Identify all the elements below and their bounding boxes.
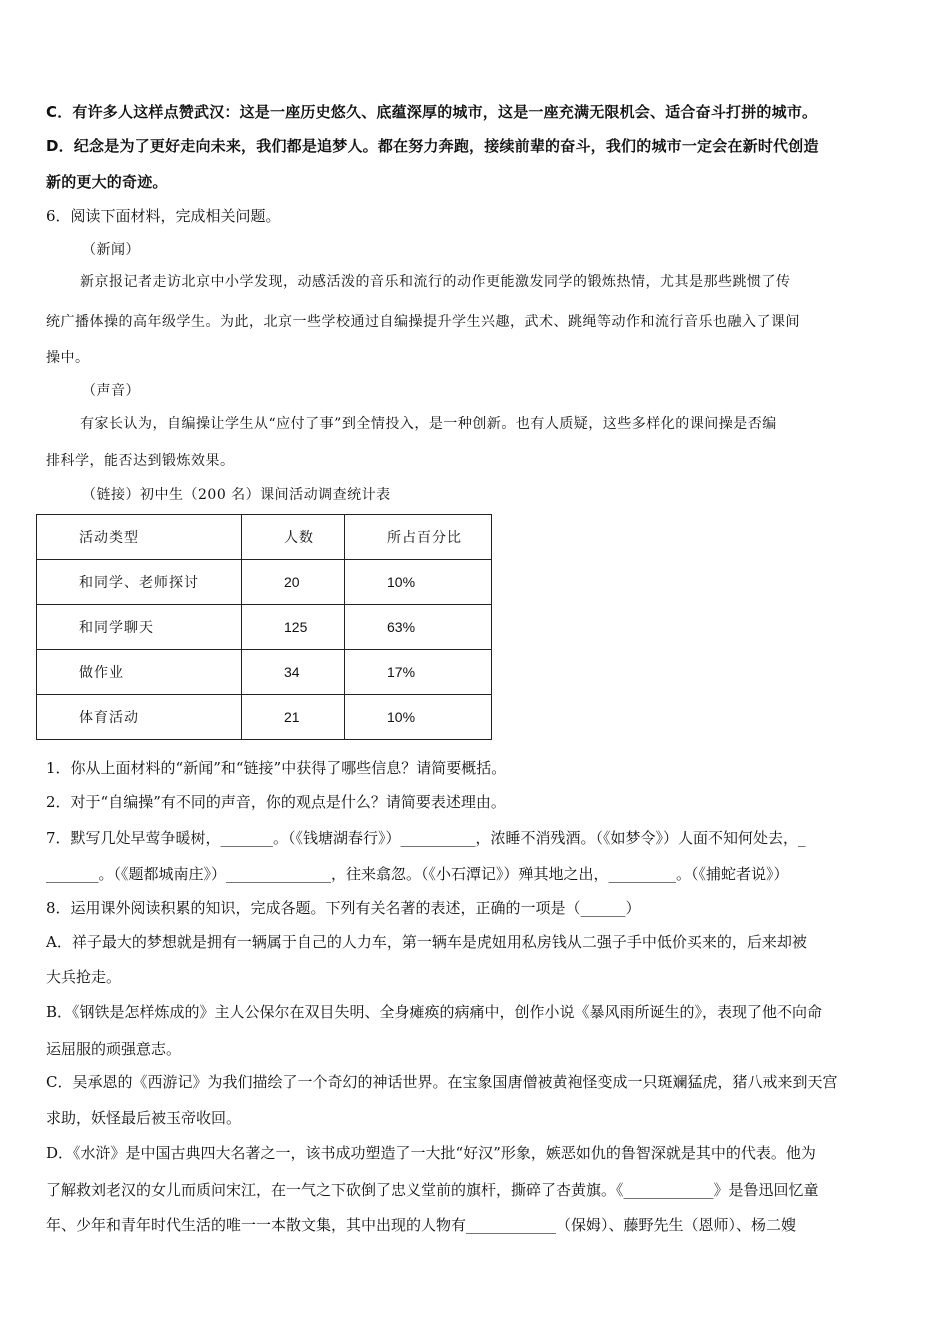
table-row [37, 650, 492, 695]
q8-option-d-line1: D．《水浒》是中国古典四大名著之一，该书成功塑造了一大批“好汉”形象，嫉恶如仇的鲁智深就是其中的代表。他为 [46, 1144, 816, 1162]
q5-option-d-line2: 新的更大的奇迹。 [46, 173, 168, 191]
table-row [37, 695, 492, 740]
q8-option-c-line2: 求助，妖怪最后被玉帝收回。 [46, 1109, 242, 1127]
table-header-row [37, 515, 492, 560]
table-row [37, 560, 492, 605]
survey-table [36, 514, 492, 740]
q8-option-d-line3: 年、少年和青年时代生活的唯一一本散文集，其中出现的人物有____________（保姆）、藤野先生（恩师）、杨二嫂 [46, 1216, 797, 1234]
q8-option-b-line2: 运屈服的顽强意志。 [46, 1040, 182, 1058]
table-cell: 20 [242, 560, 345, 605]
news-paragraph-line1: 新京报记者走访北京中小学发现，动感活泼的音乐和流行的动作更能激发同学的锻炼热情，尤其是那些跳惯了传 [80, 274, 791, 290]
q7-line2: _______。（《题都城南庄》）______________，往来翕忽。（《小石潭记》）殚其地之出，_________。（《捕蛇者说》） [46, 865, 789, 883]
q6-sub2: 2．对于“自编操”有不同的声音，你的观点是什么？请简要表述理由。 [46, 793, 506, 811]
table-cell: 体育活动 [37, 695, 242, 740]
q5-option-d-line1: D．纪念是为了更好走向未来，我们都是追梦人。都在努力奔跑，接续前辈的奋斗，我们的城市一定会在新时代创造 [46, 137, 819, 155]
q8-option-c-line1: C．吴承恩的《西游记》为我们描绘了一个奇幻的神话世界。在宝象国唐僧被黄袍怪变成一只斑斓猛虎，猪八戒来到天宫 [46, 1073, 838, 1091]
table-cell: 和同学、老师探讨 [37, 560, 242, 605]
q6-sub1: 1．你从上面材料的“新闻”和“链接”中获得了哪些信息？请简要概括。 [46, 759, 507, 777]
table-row [37, 605, 492, 650]
q8-option-a-line2: 大兵抢走。 [46, 968, 122, 986]
news-paragraph-line2: 统广播体操的高年级学生。为此，北京一些学校通过自编操提升学生兴趣，武术、跳绳等动作和流行音乐也融入了课间 [46, 314, 800, 330]
news-label: （新闻） [82, 242, 140, 258]
table-cell: 和同学聊天 [37, 605, 242, 650]
voice-label: （声音） [82, 383, 140, 399]
table-cell: 10% [345, 560, 492, 605]
q8-option-a-line1: A．祥子最大的梦想就是拥有一辆属于自己的人力车，第一辆车是虎妞用私房钱从二强子手中低价买来的，后来却被 [46, 933, 807, 951]
table-header-cell: 所占百分比 [345, 515, 492, 560]
table-cell: 125 [242, 605, 345, 650]
q7-line1: 7．默写几处早莺争暖树，_______。（《钱塘湖春行》）__________，浓睡不消残酒。（《如梦令》）人面不知何处去，_ [46, 829, 806, 847]
q8-stem: 8．运用课外阅读积累的知识，完成各题。下列有关名著的表述，正确的一项是（______） [46, 899, 641, 917]
table-cell: 做作业 [37, 650, 242, 695]
table-cell: 34 [242, 650, 345, 695]
table-cell: 63% [345, 605, 492, 650]
news-paragraph-line3: 操中。 [46, 350, 90, 366]
table-cell: 21 [242, 695, 345, 740]
q8-option-d-line2: 了解救刘老汉的女儿而质问宋江，在一气之下砍倒了忠义堂前的旗杆，撕碎了杏黄旗。《____________》是鲁迅回忆童 [46, 1181, 819, 1199]
table-header-cell: 人数 [242, 515, 345, 560]
table-cell: 10% [345, 695, 492, 740]
table-header-cell: 活动类型 [37, 515, 242, 560]
q8-option-b-line1: B．《钢铁是怎样炼成的》主人公保尔在双目失明、全身瘫痪的病痛中，创作小说《暴风雨所诞生的》，表现了他不向命 [46, 1003, 823, 1021]
table-cell: 17% [345, 650, 492, 695]
voice-paragraph-line2: 排科学，能否达到锻炼效果。 [46, 453, 235, 469]
q5-option-c: C．有许多人这样点赞武汉：这是一座历史悠久、底蕴深厚的城市，这是一座充满无限机会、适合奋斗打拼的城市。 [46, 103, 818, 121]
q6-stem: 6．阅读下面材料，完成相关问题。 [46, 207, 281, 225]
voice-paragraph-line1: 有家长认为，自编操让学生从“应付了事”到全情投入，是一种创新。也有人质疑，这些多样化的课间操是否编 [80, 416, 777, 432]
link-label: （链接）初中生（200 名）课间活动调查统计表 [82, 487, 391, 503]
